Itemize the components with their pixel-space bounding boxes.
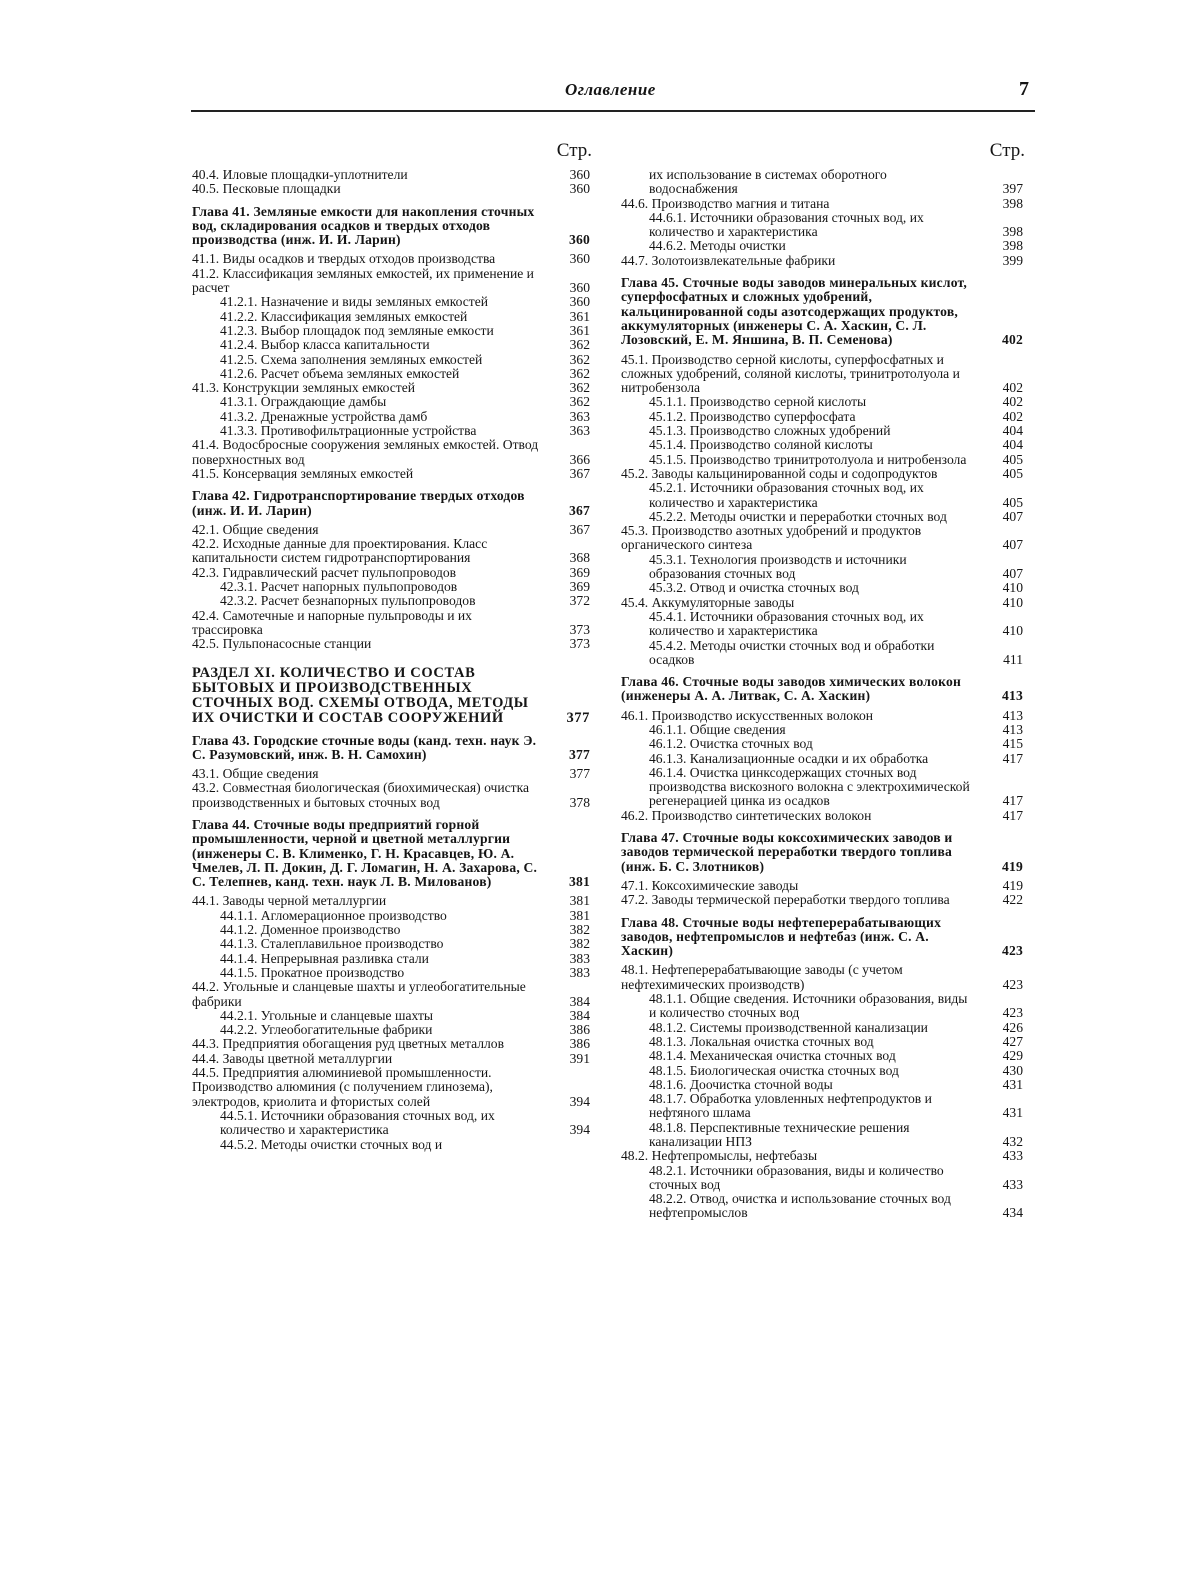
entry-title: 44.6.1. Источники образования сточных вод, их количество и характеристика: [649, 209, 924, 240]
toc-entry: [192, 609, 602, 638]
page-column-header: Стр.: [989, 140, 1025, 161]
entry-page-number: 384: [569, 1007, 590, 1023]
entry-title: 44.2. Угольные и сланцевые шахты и углеобогатительные фабрики: [192, 979, 526, 1009]
toc-entry: [192, 523, 602, 537]
entry-page-number: 362: [569, 337, 590, 353]
toc-subentry: [192, 324, 602, 338]
toc-subentry: [621, 1064, 1035, 1078]
entry-page-number: 422: [1002, 892, 1023, 908]
page-column-header: Стр.: [556, 140, 592, 161]
chapter-heading: [192, 818, 602, 889]
toc-entry: [621, 963, 1035, 992]
toc-subentry: [621, 1164, 1035, 1193]
entry-title: 48.1.3. Локальная очистка сточных вод: [649, 1033, 874, 1049]
entry-title: 41.5. Консервация земляных емкостей: [192, 465, 414, 481]
entry-page-number: 398: [1002, 238, 1023, 254]
toc-subentry: [192, 594, 602, 608]
entry-title: 48.1.8. Перспективные технические решения канализации НПЗ: [649, 1119, 910, 1149]
toc-entry: [192, 637, 602, 651]
entry-title: 45.4.2. Методы очистки сточных вод и обработки осадков: [649, 637, 935, 667]
toc-subentry: [621, 610, 1035, 639]
entry-title: 46.1.4. Очистка цинксодержащих сточных вод производства вискозного волокна с электрохимической регенерацией цинка из осадков: [649, 764, 970, 809]
entry-page-number: 360: [569, 181, 590, 197]
entry-title: 44.5. Предприятия алюминиевой промышленности. Производство алюминия (с получением глинозема), электродов, криолита и фтористых солей: [192, 1065, 493, 1109]
entry-page-number: 431: [1002, 1076, 1023, 1092]
entry-title: 44.6. Производство магния и титана: [621, 195, 830, 211]
entry-page-number: 378: [569, 794, 590, 810]
entry-title: 45.1.5. Производство тринитротолуола и нитробензола: [649, 451, 967, 467]
entry-page-number: 362: [569, 351, 590, 367]
entry-title: Глава 42. Гидротранспортирование твердых отходов (инж. И. И. Ларин): [192, 488, 525, 518]
entry-page-number: 367: [569, 465, 590, 481]
entry-title: 41.2.5. Схема заполнения земляных емкостей: [220, 351, 483, 367]
toc-subentry: [621, 211, 1035, 240]
entry-page-number: 362: [569, 380, 590, 396]
toc-subentry: [192, 966, 602, 980]
entry-page-number: 367: [569, 521, 590, 537]
toc-subentry: [621, 424, 1035, 438]
entry-title: 48.2.1. Источники образования, виды и количество сточных вод: [649, 1162, 944, 1192]
toc-entry: [192, 1037, 602, 1051]
entry-page-number: 429: [1002, 1048, 1023, 1064]
chapter-heading: [621, 916, 1035, 959]
entry-page-number: 360: [569, 280, 590, 296]
entry-page-number: 427: [1002, 1033, 1023, 1049]
entry-title: 42.1. Общие сведения: [192, 521, 319, 537]
entry-title: 44.1.4. Непрерывная разливка стали: [220, 950, 429, 966]
toc-entry: [192, 1066, 602, 1109]
entry-page-number: 410: [1002, 623, 1023, 639]
toc-subentry: [192, 424, 602, 438]
entry-page-number: 381: [569, 874, 590, 890]
toc-entry: [621, 353, 1035, 396]
entry-title: 41.1. Виды осадков и твердых отходов производства: [192, 251, 496, 267]
entry-page-number: 366: [569, 451, 590, 467]
entry-title: 48.1. Нефтеперерабатывающие заводы (с учетом нефтехимических производств): [621, 962, 903, 992]
entry-title: 41.2.4. Выбор класса капитальности: [220, 337, 430, 353]
toc-entry: [192, 381, 602, 395]
toc-column-right: [621, 140, 1035, 1221]
entry-page-number: 407: [1002, 508, 1023, 524]
entry-title: 46.1. Производство искусственных волокон: [621, 707, 874, 723]
toc-entry: [192, 252, 602, 266]
entry-title: Глава 41. Земляные емкости для накопления сточных вод, складирования осадков и твердых отходов производства (инж. И. И. Ларин): [192, 203, 535, 248]
entry-title: 45.2. Заводы кальцинированной соды и содопродуктов: [621, 465, 938, 481]
entry-page-number: 411: [1003, 651, 1023, 667]
page-number: 7: [1019, 78, 1029, 100]
entry-title: 48.1.2. Системы производственной канализации: [649, 1019, 928, 1035]
header-title: Оглавление: [565, 80, 656, 99]
entry-title: 41.2.2. Классификация земляных емкостей: [220, 308, 468, 324]
section-heading: [192, 666, 602, 726]
toc-subentry: [621, 481, 1035, 510]
toc-subentry: [192, 1138, 602, 1152]
entry-title: Глава 47. Сточные воды коксохимических заводов и заводов термической переработки твердого топлива (инж. Б. С. Злотников): [621, 830, 953, 874]
entry-title: 41.3.2. Дренажные устройства дамб: [220, 408, 428, 424]
entry-title: 44.7. Золотоизвлекательные фабрики: [621, 252, 836, 268]
entry-page-number: 383: [569, 950, 590, 966]
entry-page-number: 410: [1002, 594, 1023, 610]
toc-entry: [621, 1149, 1035, 1163]
entry-title: 40.5. Песковые площадки: [192, 181, 341, 197]
toc-subentry: [621, 553, 1035, 582]
toc-subentry: [621, 723, 1035, 737]
entry-title: 45.3.1. Технология производств и источники образования сточных вод: [649, 551, 907, 582]
entry-title: 45.1.3. Производство сложных удобрений: [649, 423, 891, 439]
toc-subentry: [621, 168, 1035, 197]
entry-page-number: 398: [1002, 195, 1023, 211]
entry-page-number: 431: [1002, 1105, 1023, 1121]
entry-page-number: 386: [569, 1036, 590, 1052]
entry-page-number: 373: [569, 621, 590, 637]
entry-title: 41.2. Классификация земляных емкостей, их применение и расчет: [192, 265, 534, 296]
toc-column-left: [192, 140, 602, 1152]
entry-title: 46.2. Производство синтетических волокон: [621, 807, 872, 823]
entry-title: Глава 44. Сточные воды предприятий горной промышленности, черной и цветной металлургии (инженеры С. В. Клименко, Г. Н. Красавцев, Ю. А. Чмелев, Л. П. Докин, Д. Г. Ломагин, Н. А. Захарова, С. С. Телепнев, канд. техн. наук Л. В. Милованов): [192, 816, 538, 890]
entry-page-number: 373: [569, 636, 590, 652]
entry-title: 41.3.3. Противофильтрационные устройства: [220, 423, 477, 439]
toc-subentry: [621, 992, 1035, 1021]
toc-entry: [621, 879, 1035, 893]
entry-title: 42.5. Пульпонасосные станции: [192, 636, 372, 652]
toc-subentry: [192, 338, 602, 352]
entry-page-number: 405: [1002, 465, 1023, 481]
entry-page-number: 426: [1002, 1019, 1023, 1035]
toc-entries-left: [192, 168, 602, 1152]
entry-title: Глава 43. Городские сточные воды (канд. техн. наук Э. С. Разумовский, инж. В. Н. Самохин): [192, 732, 537, 762]
chapter-heading: [192, 489, 602, 518]
entry-title: 48.2. Нефтепромыслы, нефтебазы: [621, 1148, 818, 1164]
toc-subentry: [192, 923, 602, 937]
entry-page-number: 398: [1002, 224, 1023, 240]
toc-entry: [621, 596, 1035, 610]
entry-page-number: 362: [569, 365, 590, 381]
entry-title: Глава 46. Сточные воды заводов химических волокон (инженеры А. А. Литвак, С. А. Хаскин): [621, 674, 961, 704]
entry-title: 42.3.2. Расчет безнапорных пульпопроводов: [220, 593, 476, 609]
toc-subentry: [621, 1078, 1035, 1092]
entry-page-number: 381: [569, 893, 590, 909]
toc-subentry: [192, 1109, 602, 1138]
entry-title: 47.1. Коксохимические заводы: [621, 877, 799, 893]
entry-page-number: 413: [1002, 721, 1023, 737]
toc-subentry: [192, 952, 602, 966]
entry-title: 44.4. Заводы цветной металлургии: [192, 1050, 393, 1066]
toc-subentry: [621, 752, 1035, 766]
toc-entry: [192, 1052, 602, 1066]
entry-title: Глава 48. Сточные воды нефтеперерабатывающих заводов, нефтепромыслов и нефтебаз (инж. С. А. Хаскин): [621, 914, 942, 959]
entry-page-number: 399: [1002, 252, 1023, 268]
toc-subentry: [621, 1092, 1035, 1121]
toc-entry: [621, 893, 1035, 907]
entry-title: 44.6.2. Методы очистки: [649, 238, 786, 254]
entry-page-number: 405: [1002, 494, 1023, 510]
entry-page-number: 433: [1002, 1176, 1023, 1192]
entry-title: 45.1. Производство серной кислоты, суперфосфатных и сложных удобрений, соляной кислоты, тринитротолуола и нитробензола: [621, 351, 960, 396]
entry-title: 41.4. Водосбросные сооружения земляных емкостей. Отвод поверхностных вод: [192, 437, 539, 467]
entry-page-number: 413: [1002, 707, 1023, 723]
entry-page-number: 404: [1002, 423, 1023, 439]
entry-page-number: 368: [569, 550, 590, 566]
chapter-heading: [192, 734, 602, 763]
entry-page-number: 382: [569, 936, 590, 952]
toc-entry: [192, 438, 602, 467]
entry-page-number: 419: [1002, 877, 1023, 893]
entry-title: 48.2.2. Отвод, очистка и использование сточных вод нефтепромыслов: [649, 1191, 951, 1221]
entry-page-number: 361: [569, 322, 590, 338]
entry-page-number: 363: [569, 408, 590, 424]
entry-title: 42.4. Самотечные и напорные пульпроводы и их трассировка: [192, 607, 472, 637]
entry-page-number: 362: [569, 394, 590, 410]
chapter-heading: [621, 831, 1035, 874]
entry-title: 45.2.2. Методы очистки и переработки сточных вод: [649, 508, 947, 524]
entry-page-number: 430: [1002, 1062, 1023, 1078]
entry-title: 48.1.7. Обработка уловленных нефтепродуктов и нефтяного шлама: [649, 1091, 932, 1121]
toc-entry: [192, 168, 602, 182]
toc-entry: [192, 467, 602, 481]
toc-subentry: [192, 937, 602, 951]
entry-title: их использование в системах оборотного водоснабжения: [649, 167, 887, 197]
toc-subentry: [621, 1035, 1035, 1049]
entry-title: 45.3. Производство азотных удобрений и продуктов органического синтеза: [621, 523, 922, 553]
entry-title: РАЗДЕЛ XI. КОЛИЧЕСТВО И СОСТАВ БЫТОВЫХ И ПРОИЗВОДСТВЕННЫХ СТОЧНЫХ ВОД. СХЕМЫ ОТВОДА, МЕТОДЫ ИХ ОЧИСТКИ И СОСТАВ СООРУЖЕНИЙ: [192, 664, 529, 726]
entry-page-number: 377: [566, 709, 590, 726]
entry-title: 44.1.3. Сталеплавильное производство: [220, 936, 444, 952]
entry-page-number: 372: [569, 593, 590, 609]
entry-page-number: 381: [569, 907, 590, 923]
toc-subentry: [621, 737, 1035, 751]
entry-title: 42.3.1. Расчет напорных пульпопроводов: [220, 579, 458, 595]
toc-entry: [621, 197, 1035, 211]
entry-page-number: 407: [1002, 537, 1023, 553]
entry-page-number: 391: [569, 1050, 590, 1066]
entry-title: 41.3. Конструкции земляных емкостей: [192, 380, 416, 396]
toc-subentry: [192, 580, 602, 594]
entry-title: 48.1.4. Механическая очистка сточных вод: [649, 1048, 896, 1064]
entry-title: 45.1.2. Производство суперфосфата: [649, 408, 856, 424]
toc-subentry: [621, 1121, 1035, 1150]
entry-title: 46.1.3. Канализационные осадки и их обработка: [649, 750, 929, 766]
toc-subentry: [192, 295, 602, 309]
entry-page-number: 410: [1002, 580, 1023, 596]
entry-title: 41.2.1. Назначение и виды земляных емкостей: [220, 294, 489, 310]
toc-subentry: [621, 1021, 1035, 1035]
entry-title: 44.1. Заводы черной металлургии: [192, 893, 387, 909]
toc-subentry: [192, 395, 602, 409]
toc-subentry: [621, 510, 1035, 524]
toc-entry: [192, 980, 602, 1009]
toc-subentry: [192, 1023, 602, 1037]
chapter-heading: [192, 205, 602, 248]
entry-page-number: 433: [1002, 1148, 1023, 1164]
toc-subentry: [621, 395, 1035, 409]
entry-page-number: 369: [569, 579, 590, 595]
entry-title: 47.2. Заводы термической переработки твердого топлива: [621, 892, 950, 908]
entry-title: 44.1.2. Доменное производство: [220, 922, 401, 938]
entry-title: 45.2.1. Источники образования сточных вод, их количество и характеристика: [649, 480, 924, 510]
entry-page-number: 384: [569, 993, 590, 1009]
entry-title: 48.1.5. Биологическая очистка сточных вод: [649, 1062, 899, 1078]
entry-page-number: 417: [1002, 793, 1023, 809]
entry-page-number: 382: [569, 922, 590, 938]
toc-subentry: [621, 639, 1035, 668]
toc-subentry: [192, 367, 602, 381]
entry-title: 45.4. Аккумуляторные заводы: [621, 594, 795, 610]
chapter-heading: [621, 276, 1035, 347]
entry-title: 43.1. Общие сведения: [192, 766, 319, 782]
entry-title: 46.1.2. Очистка сточных вод: [649, 736, 813, 752]
entry-page-number: 423: [1002, 976, 1023, 992]
entry-title: 45.1.4. Производство соляной кислоты: [649, 437, 873, 453]
entry-title: 44.2.2. Углеобогатительные фабрики: [220, 1022, 433, 1038]
entry-title: 41.2.3. Выбор площадок под земляные емкости: [220, 322, 494, 338]
toc-subentry: [192, 1009, 602, 1023]
toc-subentry: [621, 766, 1035, 809]
toc-entry: [192, 767, 602, 781]
toc-entry: [192, 182, 602, 196]
toc-entry: [192, 894, 602, 908]
toc-subentry: [621, 410, 1035, 424]
entry-page-number: 404: [1002, 437, 1023, 453]
entry-page-number: 405: [1002, 451, 1023, 467]
entry-page-number: 402: [1002, 332, 1023, 348]
toc-entry: [621, 709, 1035, 723]
entry-title: 45.3.2. Отвод и очистка сточных вод: [649, 580, 859, 596]
toc-subentry: [621, 1049, 1035, 1063]
entry-page-number: 369: [569, 564, 590, 580]
entry-title: 45.1.1. Производство серной кислоты: [649, 394, 867, 410]
entry-page-number: 402: [1002, 394, 1023, 410]
entry-title: 44.3. Предприятия обогащения руд цветных металлов: [192, 1036, 504, 1052]
entry-title: 42.2. Исходные данные для проектирования. Класс капитальности систем гидротранспортирования: [192, 536, 488, 566]
entry-page-number: 432: [1002, 1134, 1023, 1149]
toc-entry: [621, 467, 1035, 481]
entry-page-number: 397: [1002, 181, 1023, 197]
toc-entry: [192, 537, 602, 566]
entry-page-number: 407: [1002, 566, 1023, 582]
entry-title: 44.5.2. Методы очистки сточных вод и: [220, 1136, 443, 1152]
toc-entries-right: [621, 168, 1035, 1221]
entry-page-number: 415: [1002, 736, 1023, 752]
entry-page-number: 383: [569, 964, 590, 980]
entry-title: 40.4. Иловые площадки-уплотнители: [192, 167, 408, 182]
entry-page-number: 360: [569, 232, 590, 248]
entry-title: Глава 45. Сточные воды заводов минеральных кислот, суперфосфатных и сложных удобрений, кальцинированной соды азотсодержащих продуктов, аккумуляторных (инженеры С. А. Хаскин, С. Л. Лозовский, Е. М. Яншина, В. П. Семенова): [621, 275, 968, 348]
entry-page-number: 423: [1002, 943, 1023, 959]
toc-entry: [621, 524, 1035, 553]
entry-title: 46.1.1. Общие сведения: [649, 721, 786, 737]
toc-subentry: [621, 239, 1035, 253]
toc-entry: [621, 254, 1035, 268]
entry-page-number: 402: [1002, 380, 1023, 396]
toc-entry: [621, 809, 1035, 823]
entry-title: 41.2.6. Расчет объема земляных емкостей: [220, 365, 460, 381]
entry-page-number: 413: [1002, 688, 1023, 704]
toc-subentry: [621, 438, 1035, 452]
entry-title: 48.1.1. Общие сведения. Источники образования, виды и количество сточных вод: [649, 991, 968, 1021]
toc-subentry: [621, 581, 1035, 595]
toc-entry: [192, 781, 602, 810]
entry-page-number: 361: [569, 308, 590, 324]
toc-entry: [192, 566, 602, 580]
chapter-heading: [621, 675, 1035, 704]
entry-page-number: 434: [1002, 1205, 1023, 1221]
entry-title: 44.1.1. Агломерационное производство: [220, 907, 447, 923]
entry-page-number: 394: [569, 1093, 590, 1109]
entry-page-number: 360: [569, 294, 590, 310]
entry-page-number: 377: [569, 766, 590, 782]
entry-title: 48.1.6. Доочистка сточной воды: [649, 1076, 833, 1092]
entry-page-number: 363: [569, 423, 590, 439]
entry-title: 43.2. Совместная биологическая (биохимическая) очистка производственных и бытовых сточных вод: [192, 780, 530, 810]
entry-page-number: 360: [569, 251, 590, 267]
toc-subentry: [192, 310, 602, 324]
toc-subentry: [192, 353, 602, 367]
entry-page-number: 417: [1002, 750, 1023, 766]
entry-page-number: 394: [569, 1122, 590, 1138]
entry-page-number: 360: [569, 167, 590, 182]
entry-title: 44.5.1. Источники образования сточных вод, их количество и характеристика: [220, 1107, 495, 1138]
entry-page-number: 417: [1002, 807, 1023, 823]
entry-page-number: 419: [1002, 858, 1023, 874]
entry-page-number: 367: [569, 502, 590, 518]
entry-title: 44.2.1. Угольные и сланцевые шахты: [220, 1007, 434, 1023]
toc-subentry: [621, 453, 1035, 467]
entry-title: 44.1.5. Прокатное производство: [220, 964, 405, 980]
toc-subentry: [621, 1192, 1035, 1221]
toc-entry: [192, 267, 602, 296]
entry-page-number: 377: [569, 746, 590, 762]
header-rule: [191, 110, 1035, 112]
entry-title: 45.4.1. Источники образования сточных вод, их количество и характеристика: [649, 608, 924, 639]
entry-page-number: 423: [1002, 1005, 1023, 1021]
toc-subentry: [192, 909, 602, 923]
entry-title: 41.3.1. Ограждающие дамбы: [220, 394, 387, 410]
entry-page-number: 402: [1002, 408, 1023, 424]
toc-subentry: [192, 410, 602, 424]
entry-page-number: 386: [569, 1022, 590, 1038]
entry-title: 42.3. Гидравлический расчет пульпопроводов: [192, 564, 457, 580]
